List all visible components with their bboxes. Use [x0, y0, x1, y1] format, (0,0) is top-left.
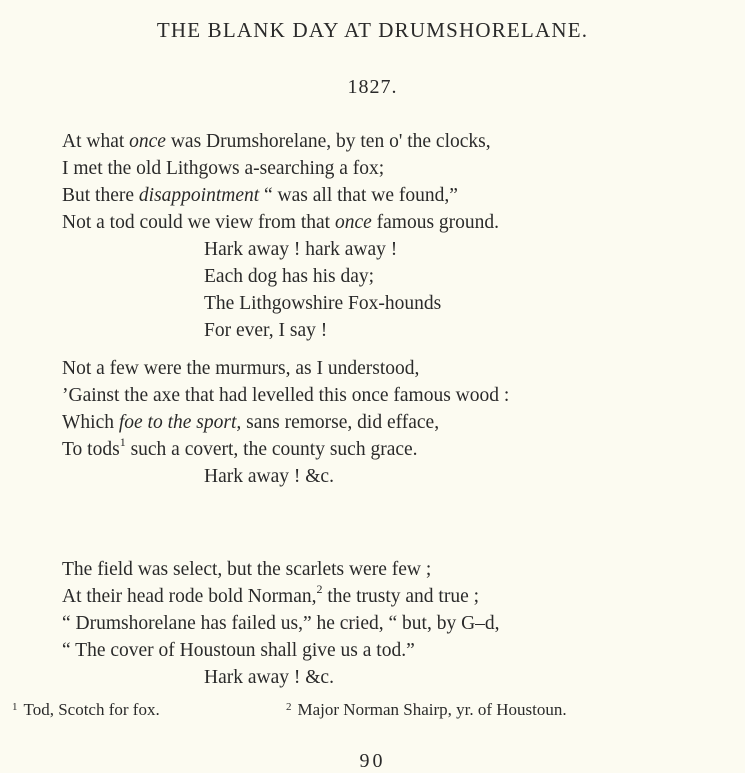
footnote-1: $^1$ Tod, Scotch for fox. [12, 700, 160, 719]
chorus-line: Each dog has his day; [204, 266, 375, 287]
poem-title: THE BLANK DAY AT DRUMSHORELANE. [156, 18, 589, 42]
chorus-line: Hark away ! hark away ! [204, 239, 398, 260]
verse-line: The field was select, but the scarlets were few ; [62, 559, 432, 580]
chorus-line: For ever, I say ! [204, 320, 328, 341]
verse-line: To tods$^1$ such a covert, the county such grace. [62, 434, 418, 460]
verse-line: At their head rode bold Norman,$^2$ the trusty and true ; [62, 581, 480, 607]
verse-line: ’Gainst the axe that had levelled this once famous wood : [62, 385, 510, 406]
verse-line: Not a tod could we view from that once famous ground. [62, 212, 500, 233]
verse-line: At what once was Drumshorelane, by ten o' the clocks, [62, 131, 491, 152]
footnote-2: $^2$ Major Norman Shairp, yr. of Houstoun. [286, 700, 567, 719]
refrain-line: Hark away ! &c. [204, 466, 334, 487]
page-number: 90 [359, 750, 386, 772]
verse-line: Not a few were the murmurs, as I understood, [62, 358, 420, 379]
verse-line: “ Drumshorelane has failed us,” he cried, “ but, by G–d, [62, 613, 500, 634]
footnote-ref-2: 2 [316, 581, 323, 596]
stanza-2 [62, 355, 509, 490]
poem-year: 1827. [347, 76, 398, 98]
verse-line: “ The cover of Houstoun shall give us a tod.” [62, 640, 415, 661]
footnote-ref-1: 1 [119, 434, 126, 449]
verse-line: Which foe to the sport, sans remorse, did efface, [62, 412, 440, 433]
stanza-3 [62, 556, 500, 691]
refrain-line: Hark away ! &c. [204, 667, 334, 688]
chorus-line: The Lithgowshire Fox-hounds [204, 293, 442, 314]
verse-line: I met the old Lithgows a-searching a fox; [62, 158, 385, 179]
verse-line: But there disappointment “ was all that we found,” [62, 185, 458, 206]
stanza-1 [62, 128, 499, 344]
